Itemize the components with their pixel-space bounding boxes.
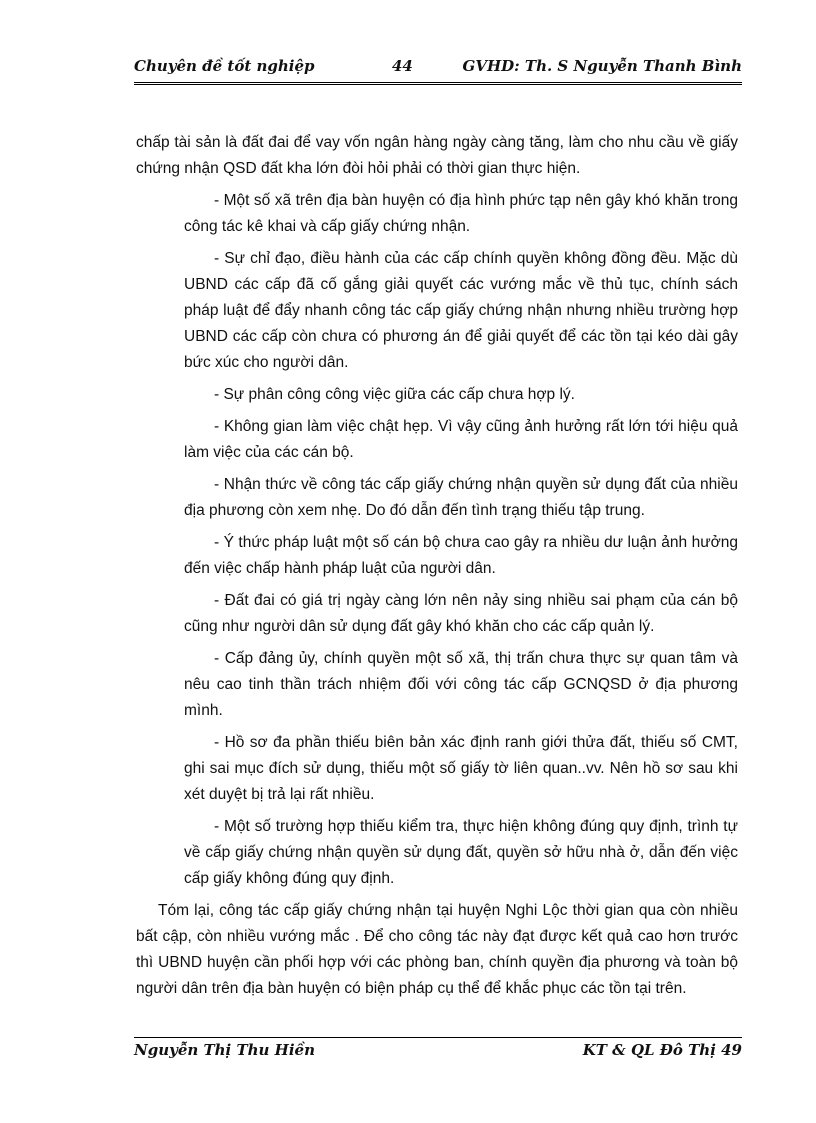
page-header [134,55,742,83]
bullet-item: - Một số xã trên địa bàn huyện có địa hình phức tạp nên gây khó khăn trong công tác kê khai và cấp giấy chứng nhận. [184,192,738,235]
bullet-item: - Hồ sơ đa phần thiếu biên bản xác định ranh giới thửa đất, thiếu số CMT, ghi sai mục đích sử dụng, thiếu một số giấy tờ liên quan..vv. Nên hồ sơ sau khi xét duyệt bị trả lại rất nhiều. [184,734,738,803]
header-advisor: GVHD: Th. S Nguyễn Thanh Bình [462,57,742,75]
intro-paragraph: chấp tài sản là đất đai để vay vốn ngân hàng ngày càng tăng, làm cho nhu cầu về giấy chứng nhận QSD đất kha lớn đòi hỏi phải có thời gian thực hiện. [136,134,738,177]
bullet-item: - Đất đai có giá trị ngày càng lớn nên nảy sing nhiều sai phạm của cán bộ cũng như người dân sử dụng đất gây khó khăn cho các cấp quản lý. [184,592,738,635]
header-rule [134,82,742,85]
footer-author: Nguyễn Thị Thu Hiền [134,1041,315,1059]
footer-rule [134,1037,742,1038]
bullet-item: - Cấp đảng ủy, chính quyền một số xã, thị trấn chưa thực sự quan tâm và nêu cao tinh thần trách nhiệm đối với công tác cấp GCNQSD ở địa phương mình. [184,650,738,719]
summary-paragraph: Tóm lại, công tác cấp giấy chứng nhận tại huyện Nghi Lộc thời gian qua còn nhiều bất cập, còn nhiều vướng mắc . Để cho công tác này đạt được kết quả cao hơn trước thì UBND huyện cần phối hợp với các phòng ban, chính quyền địa phương và toàn bộ người dân trên địa bàn huyện có biện pháp cụ thể để khắc phục các tồn tại trên. [136,902,738,997]
page-footer [134,1041,742,1065]
bullet-item: - Nhận thức về công tác cấp giấy chứng nhận quyền sử dụng đất của nhiều địa phương còn xem nhẹ. Do đó dẫn đến tình trạng thiếu tập trung. [184,476,738,519]
page-body [136,130,738,1008]
bullet-item: - Sự chỉ đạo, điều hành của các cấp chính quyền không đồng đều. Mặc dù UBND các cấp đã cố gắng giải quyết các vướng mắc về thủ tục, chính sách pháp luật để đẩy nhanh công tác cấp giấy chứng nhận nhưng nhiều trường hợp UBND các cấp còn chưa có phương án để giải quyết để các tồn tại kéo dài gây bức xúc cho người dân. [184,250,738,371]
bullet-item: - Ý thức pháp luật một số cán bộ chưa cao gây ra nhiều dư luận ảnh hưởng đến việc chấp hành pháp luật của người dân. [184,534,738,577]
bullet-item: - Sự phân công công việc giữa các cấp chưa hợp lý. [214,386,575,403]
header-title: Chuyên đề tốt nghiệp [134,57,315,75]
footer-class: KT & QL Đô Thị 49 [582,1041,742,1059]
page-number: 44 [392,57,413,75]
bullet-item: - Không gian làm việc chật hẹp. Vì vậy cũng ảnh hưởng rất lớn tới hiệu quả làm việc của các cán bộ. [184,418,738,461]
bullet-item: - Một số trường hợp thiếu kiểm tra, thực hiện không đúng quy định, trình tự về cấp giấy chứng nhận quyền sử dụng đất, quyền sở hữu nhà ở, dẫn đến việc cấp giấy không đúng quy định. [184,818,738,887]
